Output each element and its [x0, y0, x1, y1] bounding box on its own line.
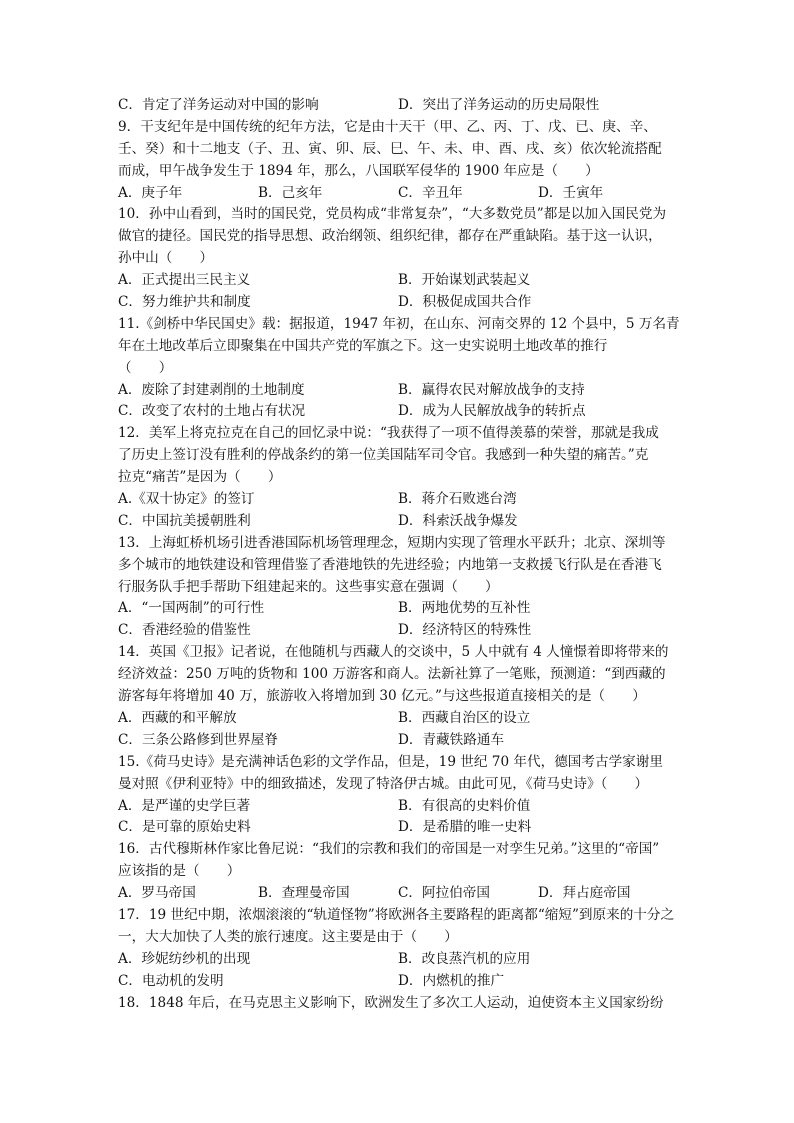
answer-option: A．是严谨的史学巨著	[118, 797, 251, 814]
question-text-line: （ ）	[118, 359, 173, 376]
question-text-line: 15.《荷马史诗》是充满神话色彩的文学作品，但是，19 世纪 70 年代，德国考古学家谢里	[118, 753, 663, 770]
option-row	[118, 817, 678, 839]
question-text-line: 做官的捷径。国民党的指导思想、政治纲领、组织纪律，都存在严重缺陷。基于这一认识，	[118, 228, 662, 245]
answer-option: D．积极促成国共合作	[398, 294, 532, 311]
answer-option: A．西藏的和平解放	[118, 709, 237, 726]
question-text-line: 14．英国《卫报》记者说，在他随机与西藏人的交谈中，5 人中就有 4 人憧憬着即将带来的	[118, 644, 669, 661]
answer-option: C．阿拉伯帝国	[398, 885, 490, 902]
option-row	[118, 708, 678, 730]
question-text-line: 17．19 世纪中期，浓烟滚滚的“轨道怪物”将欧洲各主要路程的距离都“缩短”到原来的十分之	[118, 906, 675, 923]
answer-option: C．改变了农村的土地占有状况	[118, 403, 306, 420]
answer-option: B．赢得农民对解放战争的支持	[398, 381, 585, 398]
answer-option: C．中国抗美援朝胜利	[118, 512, 251, 529]
option-row	[118, 971, 678, 993]
question-text-line: 9．干支纪年是中国传统的纪年方法，它是由十天干（甲、乙、丙、丁、戊、已、庚、辛、	[118, 118, 657, 135]
question-text-line: 行服务队手把手帮助下组建起来的。这些事实意在强调（ ）	[118, 578, 499, 595]
question-text-line: 游客每年将增加 40 万，旅游收入将增加到 30 亿元。”与这些报道直接相关的是（ ）	[118, 688, 646, 705]
answer-option: A．罗马帝国	[118, 885, 196, 902]
option-row	[118, 511, 678, 533]
answer-option: B．开始谋划武装起义	[398, 272, 531, 289]
question-text-line: 多个城市的地铁建设和管理借鉴了香港地铁的先进经验；内地第一支救援飞行队是在香港飞	[118, 556, 662, 573]
question-text-line: 一，大大加快了人类的旅行速度。这主要是由于（ ）	[118, 928, 458, 945]
answer-option: A．珍妮纺纱机的出现	[118, 950, 251, 967]
answer-option: C．辛丑年	[398, 184, 463, 201]
option-row	[118, 620, 678, 642]
answer-option: C．努力维护共和制度	[118, 294, 251, 311]
answer-option: C．是可靠的原始史料	[118, 819, 251, 836]
answer-option: D．拜占庭帝国	[538, 885, 631, 902]
answer-option: C．电动机的发明	[118, 972, 224, 989]
option-row	[118, 796, 678, 818]
answer-option: D．壬寅年	[538, 184, 604, 201]
question-text-line: 12．美军上将克拉克在自己的回忆录中说：“我获得了一项不值得羡慕的荣誉，那就是我成	[118, 425, 659, 442]
answer-option: D．突出了洋务运动的历史局限性	[398, 97, 600, 113]
question-text-line: 18．1848 年后，在马克思主义影响下，欧洲发生了多次工人运动，迫使资本主义国家纷纷	[118, 994, 664, 1011]
question-text-line: 经济效益：250 万吨的货物和 100 万游客和商人。法新社算了一笔账，预测道：“到西藏的	[118, 666, 666, 683]
option-row	[118, 401, 678, 423]
question-text-line: 孙中山（ ）	[118, 250, 214, 267]
answer-option: D．青藏铁路通车	[398, 731, 505, 748]
answer-option: D．科索沃战争爆发	[398, 512, 518, 529]
question-text-line: 10．孙中山看到，当时的国民党，党员构成“非常复杂”，“大多数党员”都是以加入国民党为	[118, 206, 667, 223]
question-text-line: 应该指的是（ ）	[118, 863, 241, 880]
option-row	[118, 883, 678, 905]
option-row	[118, 489, 678, 511]
answer-option: D．是希腊的唯一史料	[398, 819, 532, 836]
answer-option: A.《双十协定》的签订	[118, 491, 255, 508]
answer-option: B．两地优势的互补性	[398, 600, 531, 617]
answer-option: B．蒋介石败逃台湾	[398, 491, 517, 508]
option-row	[118, 292, 678, 314]
option-row	[118, 730, 678, 752]
answer-option: C．香港经验的借鉴性	[118, 622, 251, 639]
option-row	[118, 380, 678, 402]
answer-option: B．有很高的史料价值	[398, 797, 531, 814]
option-row	[118, 598, 678, 620]
answer-option: B．改良蒸汽机的应用	[398, 950, 531, 967]
answer-option: A．庚子年	[118, 184, 183, 201]
exam-page	[118, 95, 678, 1014]
answer-option: A．“一国两制”的可行性	[118, 600, 265, 617]
question-text-line: 壬、癸）和十二地支（子、丑、寅、卯、辰、巳、午、未、申、酉、戌、亥）依次轮流搭配	[118, 140, 662, 157]
question-text-line: 了历史上签订没有胜利的停战条约的第一位美国陆军司令官。我感到一种失望的痛苦。”克	[118, 447, 649, 464]
answer-option: B．西藏自治区的设立	[398, 709, 531, 726]
answer-option: A．正式提出三民主义	[118, 272, 251, 289]
option-row	[118, 270, 678, 292]
answer-option: D．内燃机的推广	[398, 972, 505, 989]
option-row	[118, 949, 678, 971]
question-text-line: 13．上海虹桥机场引进香港国际机场管理理念，短期内实现了管理水平跃升；北京、深圳等	[118, 534, 666, 551]
question-text-line: 16．古代穆斯林作家比鲁尼说：“我们的宗教和我们的帝国是一对孪生兄弟。”这里的“帝国”	[118, 841, 660, 858]
answer-option: A．废除了封建剥削的土地制度	[118, 381, 305, 398]
question-text-line: 11.《剑桥中华民国史》载：据报道，1947 年初，在山东、河南交界的 12 个县中，5 万名青	[118, 315, 680, 332]
question-text-line: 曼对照《伊利亚特》中的细致描述，发现了特洛伊古城。由此可见，《荷马史诗》（ ）	[118, 775, 649, 792]
option-row	[118, 183, 678, 205]
answer-option: B．查理曼帝国	[258, 885, 350, 902]
option-row	[118, 95, 678, 117]
question-text-line: 年在土地改革后立即聚集在中国共产党的军旗之下。这一史实说明土地改革的推行	[118, 337, 608, 354]
question-text-line: 拉克“痛苦”是因为（ ）	[118, 469, 282, 486]
answer-option: C．三条公路修到世界屋脊	[118, 731, 278, 748]
answer-option: B．己亥年	[258, 184, 323, 201]
answer-option: C．肯定了洋务运动对中国的影响	[118, 97, 319, 113]
question-text-line: 而成，甲午战争发生于 1894 年，那么，八国联军侵华的 1900 年应是（ ）	[118, 162, 599, 179]
answer-option: D．经济特区的特殊性	[398, 622, 532, 639]
answer-option: D．成为人民解放战争的转折点	[398, 403, 586, 420]
